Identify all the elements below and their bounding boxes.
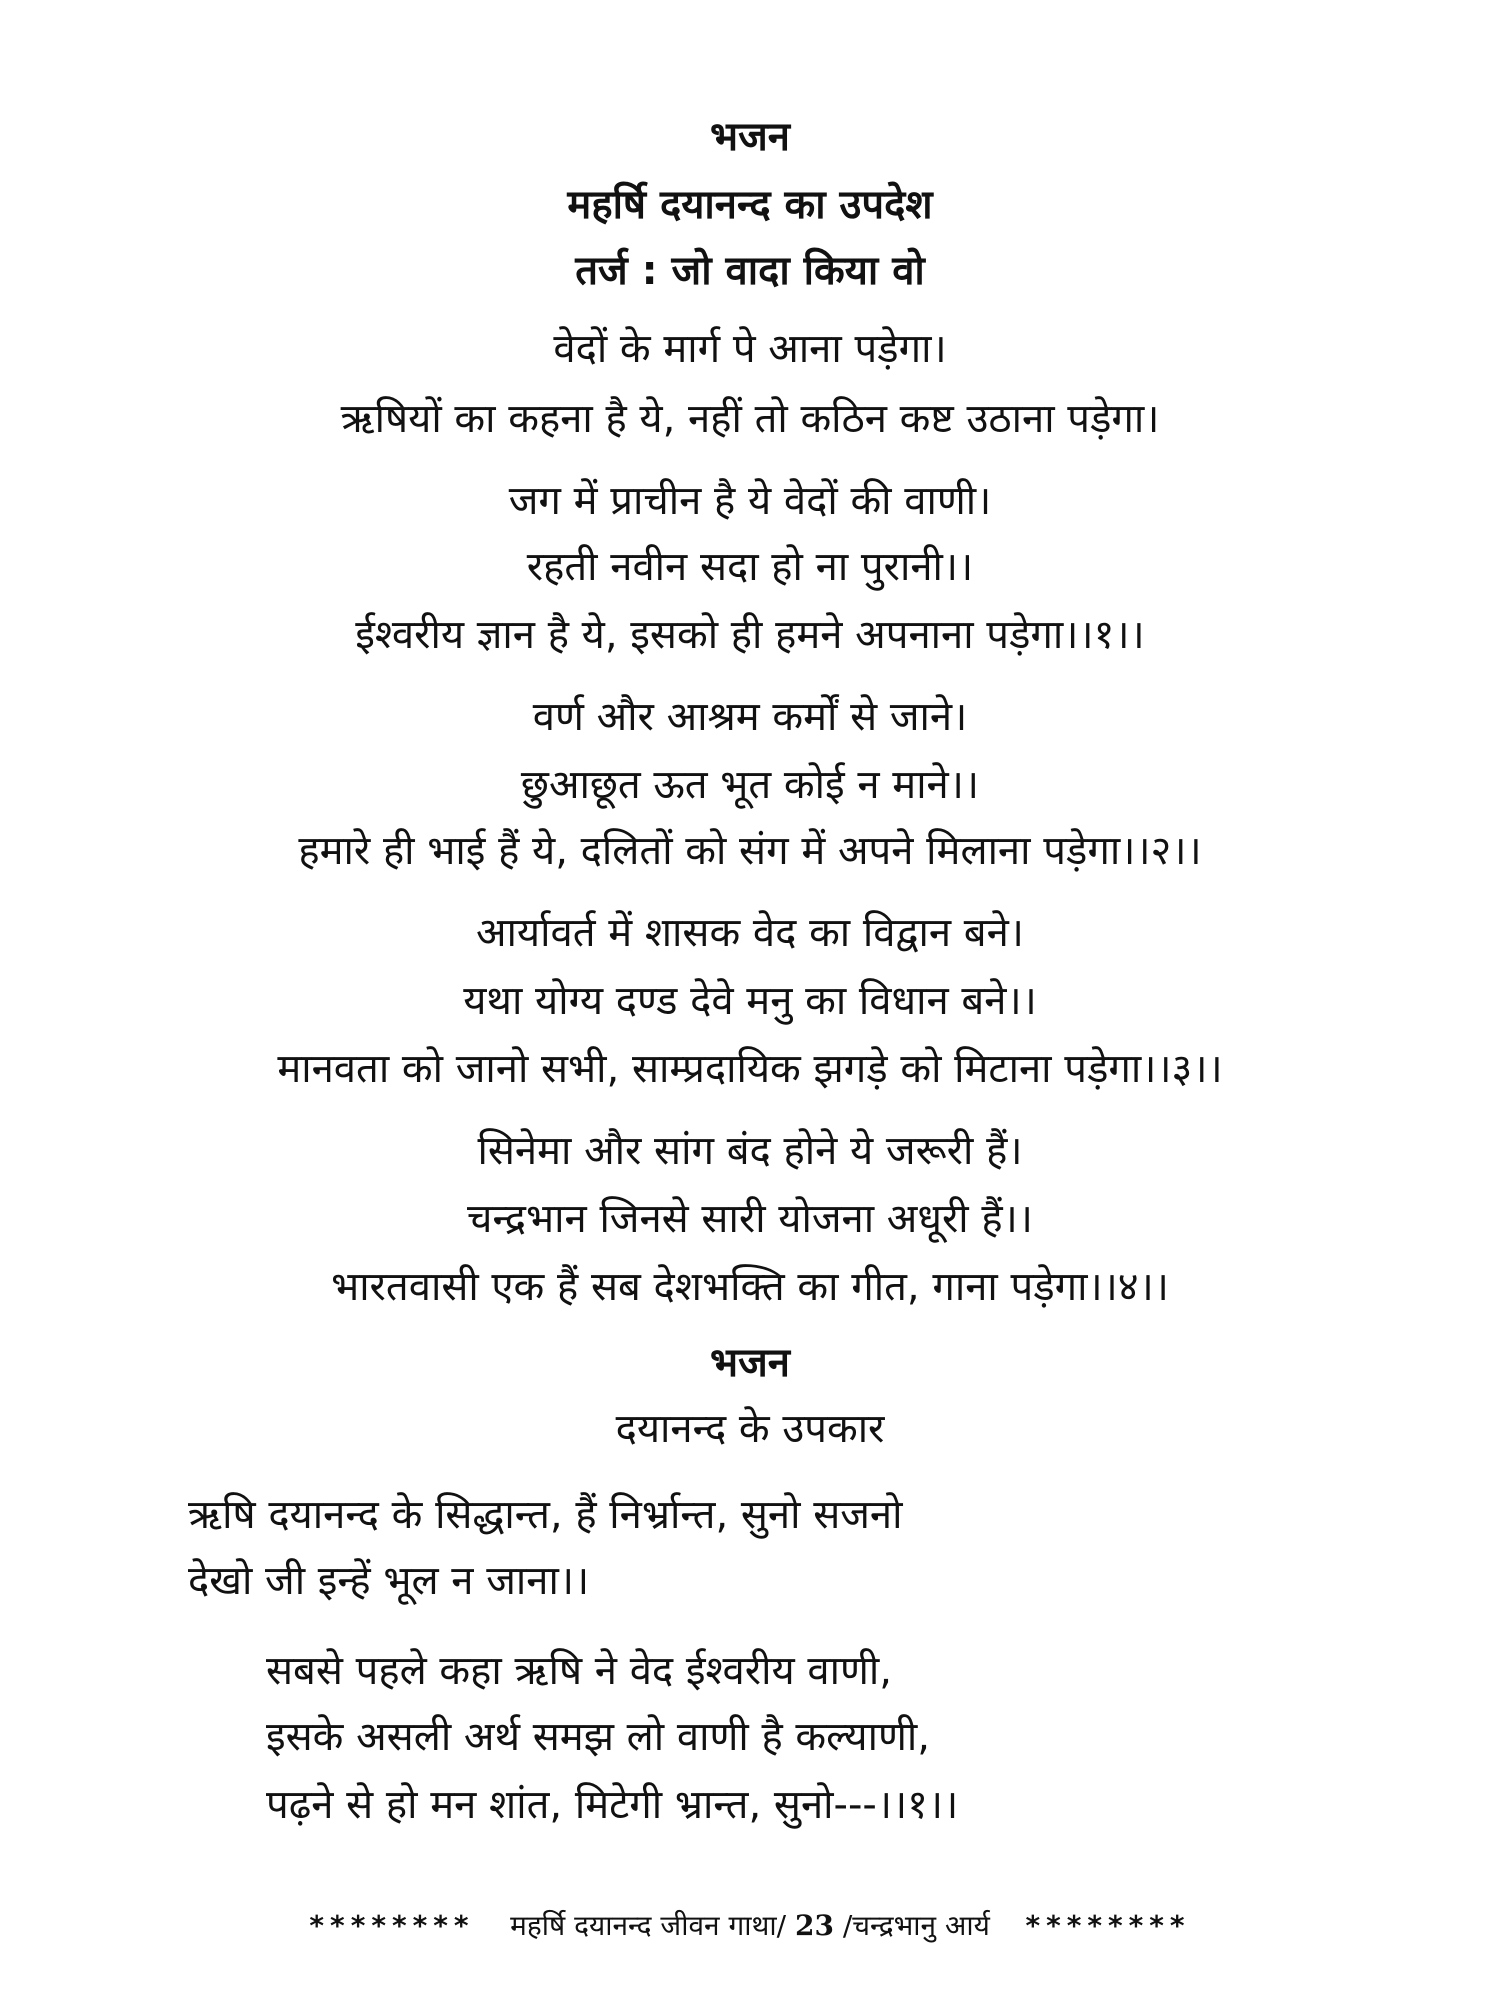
- page-footer: ******** महर्षि दयानन्द जीवन गाथा/ 23 /चन्द्रभानु आर्य ********: [309, 1909, 1191, 1942]
- song1-refrain-line-2: ऋषियों का कहना है ये, नहीं तो कठिन कष्ट उठाना पड़ेगा।: [340, 396, 1160, 442]
- footer-stars-left: ********: [309, 1909, 475, 1942]
- song2-verse1-line-3: पढ़ने से हो मन शांत, मिटेगी भ्रान्त, सुनो---।।१।।: [266, 1782, 959, 1828]
- song1-verse4-line-1: सिनेमा और सांग बंद होने ये जरूरी हैं।: [477, 1128, 1023, 1174]
- song1-heading: भजन: [710, 114, 790, 160]
- song2-refrain-line-1: ऋषि दयानन्द के सिद्धान्त, हैं निर्भ्रान्त, सुनो सजनो: [188, 1492, 903, 1538]
- song2-verse1-line-2: इसके असली अर्थ समझ लो वाणी है कल्याणी,: [266, 1714, 930, 1760]
- footer-page-number: 23: [794, 1909, 834, 1942]
- song1-verse3-line-3: मानवता को जानो सभी, साम्प्रदायिक झगड़े को मिटाना पड़ेगा।।३।।: [277, 1046, 1223, 1092]
- song1-title: महर्षि दयानन्द का उपदेश: [567, 182, 933, 228]
- song2-verse1-line-1: सबसे पहले कहा ऋषि ने वेद ईश्वरीय वाणी,: [266, 1648, 892, 1694]
- song1-verse3-line-2: यथा योग्य दण्ड देवे मनु का विधान बने।।: [463, 978, 1037, 1024]
- song1-verse3-line-1: आर्यावर्त में शासक वेद का विद्वान बने।: [476, 910, 1024, 956]
- song1-verse1-line-2: रहती नवीन सदा हो ना पुरानी।।: [526, 544, 974, 590]
- song1-verse2-line-2: छुआछूत ऊत भूत कोई न माने।।: [520, 762, 980, 808]
- song1-verse1-line-1: जग में प्राचीन है ये वेदों की वाणी।: [508, 478, 992, 524]
- footer-stars-right: ********: [1025, 1909, 1191, 1942]
- song1-verse2-line-1: वर्ण और आश्रम कर्मों से जाने।: [532, 694, 968, 740]
- song1-verse4-line-2: चन्द्रभान जिनसे सारी योजना अधूरी हैं।।: [467, 1196, 1033, 1242]
- song1-verse1-line-3: ईश्वरीय ज्ञान है ये, इसको ही हमने अपनाना पड़ेगा।।१।।: [355, 612, 1145, 658]
- song1-verse4-line-3: भारतवासी एक हैं सब देशभक्ति का गीत, गाना पड़ेगा।।४।।: [331, 1264, 1169, 1310]
- song2-heading: भजन: [710, 1340, 790, 1386]
- song2-title: दयानन्द के उपकार: [615, 1406, 885, 1452]
- song1-verse2-line-3: हमारे ही भाई हैं ये, दलितों को संग में अपने मिलाना पड़ेगा।।२।।: [298, 828, 1202, 874]
- song1-tune: तर्ज : जो वादा किया वो: [575, 248, 925, 294]
- song2-refrain-line-2: देखो जी इन्हें भूल न जाना।।: [188, 1558, 590, 1604]
- footer-book-title: महर्षि दयानन्द जीवन गाथा: [510, 1909, 777, 1942]
- song1-refrain-line-1: वेदों के मार्ग पे आना पड़ेगा।: [553, 326, 947, 372]
- footer-author: चन्द्रभानु आर्य: [852, 1909, 990, 1942]
